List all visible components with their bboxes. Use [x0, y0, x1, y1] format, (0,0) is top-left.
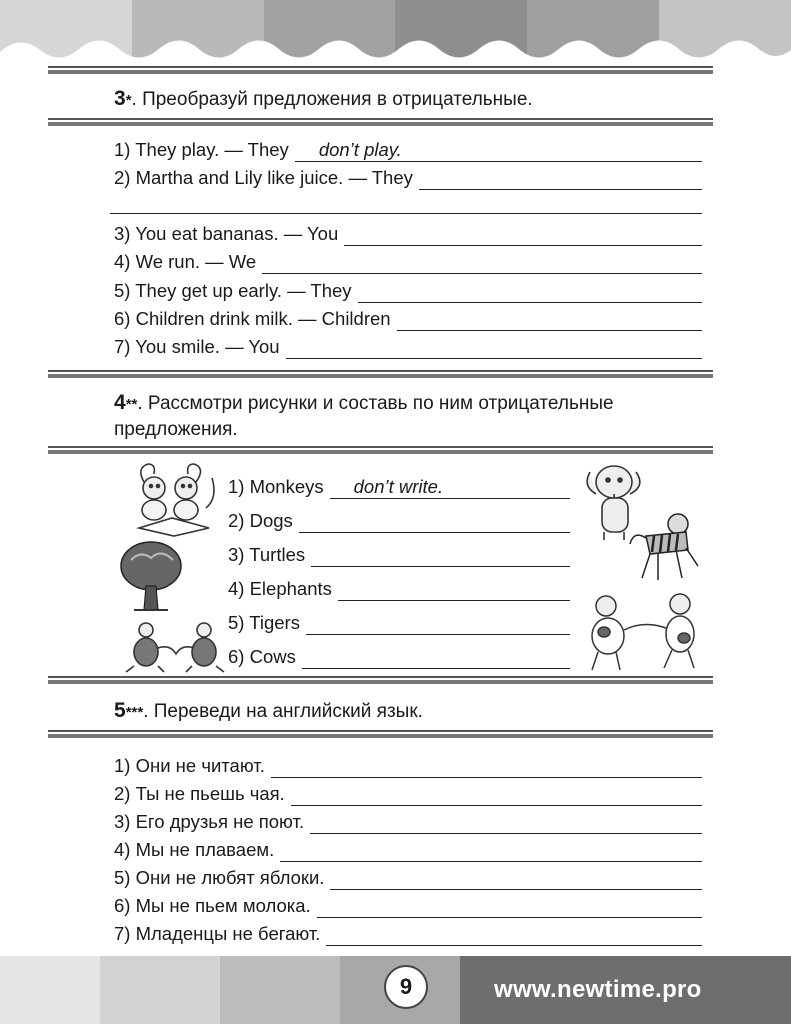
turtles-icon	[122, 620, 234, 676]
task3-item: 6) Children drink milk. — Children	[114, 307, 702, 331]
task4-item: 6) Cows	[228, 645, 570, 669]
divider	[48, 118, 713, 126]
divider	[48, 676, 713, 684]
monkeys-writing-icon	[124, 458, 224, 538]
answer-blank[interactable]	[338, 581, 570, 601]
answer-text: don’t play.	[318, 139, 402, 160]
divider	[48, 370, 713, 378]
worksheet	[48, 0, 713, 1024]
divider	[48, 730, 713, 738]
task5-item: 4) Мы не плаваем.	[114, 838, 702, 862]
task5-item: 1) Они не читают.	[114, 754, 702, 778]
cows-icon	[580, 590, 710, 676]
task4-item: 5) Tigers	[228, 611, 570, 635]
answer-blank[interactable]	[280, 842, 702, 862]
task3-instruction: . Преобразуй предложения в отрицательные.	[131, 89, 533, 110]
task5-item: 5) Они не любят яблоки.	[114, 866, 702, 890]
task3-number: 3	[114, 87, 126, 110]
answer-blank[interactable]	[397, 311, 702, 331]
answer-blank[interactable]	[302, 649, 570, 669]
answer-blank[interactable]	[310, 814, 702, 834]
answer-blank[interactable]	[317, 898, 702, 918]
divider	[48, 446, 713, 454]
answer-blank[interactable]	[286, 339, 702, 359]
task5-instruction: . Переведи на английский язык.	[143, 701, 423, 722]
task4-item: 2) Dogs	[228, 509, 570, 533]
task3-item: 7) You smile. — You	[114, 335, 702, 359]
task3-item: 5) They get up early. — They	[114, 279, 702, 303]
answer-blank[interactable]	[358, 283, 702, 303]
answer-text: don’t write.	[353, 476, 444, 497]
answer-blank[interactable]	[311, 547, 570, 567]
tiger-icon	[626, 510, 706, 584]
task4-number: 4	[114, 391, 126, 414]
task4-item: 1) Monkeys don’t write.	[228, 475, 570, 499]
task5-heading: 5***. Переведи на английский язык.	[114, 699, 423, 722]
task3-item: 4) We run. — We	[114, 250, 702, 274]
answer-blank[interactable]	[295, 139, 702, 162]
task3-item: 2) Martha and Lily like juice. — They	[114, 166, 702, 190]
answer-blank[interactable]	[291, 786, 702, 806]
answer-blank[interactable]	[330, 870, 702, 890]
tree-icon	[116, 540, 186, 614]
task5-item: 6) Мы не пьем молока.	[114, 894, 702, 918]
task4-instruction: . Рассмотри рисунки и составь по ним отрицательные	[137, 393, 614, 414]
answer-blank[interactable]	[262, 254, 702, 274]
task4-heading: 4**. Рассмотри рисунки и составь по ним отрицательные предложения.	[114, 391, 614, 440]
website-link[interactable]: www.newtime.pro	[494, 976, 702, 1003]
answer-blank[interactable]	[299, 513, 570, 533]
task3-heading: 3*. Преобразуй предложения в отрицательные.	[114, 87, 533, 110]
task3-item: 3) You eat bananas. — You	[114, 222, 702, 246]
answer-blank[interactable]	[344, 226, 702, 246]
task4-item: 4) Elephants	[228, 577, 570, 601]
task5-item: 7) Младенцы не бегают.	[114, 922, 702, 946]
answer-blank[interactable]	[419, 170, 702, 190]
answer-blank-continuation[interactable]	[110, 212, 702, 214]
task5-number: 5	[114, 699, 126, 722]
task4-item: 3) Turtles	[228, 543, 570, 567]
task5-item: 2) Ты не пьешь чая.	[114, 782, 702, 806]
task3-item: 1) They play. — They don’t play.	[114, 138, 702, 162]
answer-blank[interactable]	[271, 758, 702, 778]
page-number: 9	[384, 965, 428, 1009]
task5-item: 3) Его друзья не поют.	[114, 810, 702, 834]
answer-blank[interactable]	[306, 615, 570, 635]
divider	[48, 66, 713, 74]
answer-blank[interactable]	[326, 926, 702, 946]
